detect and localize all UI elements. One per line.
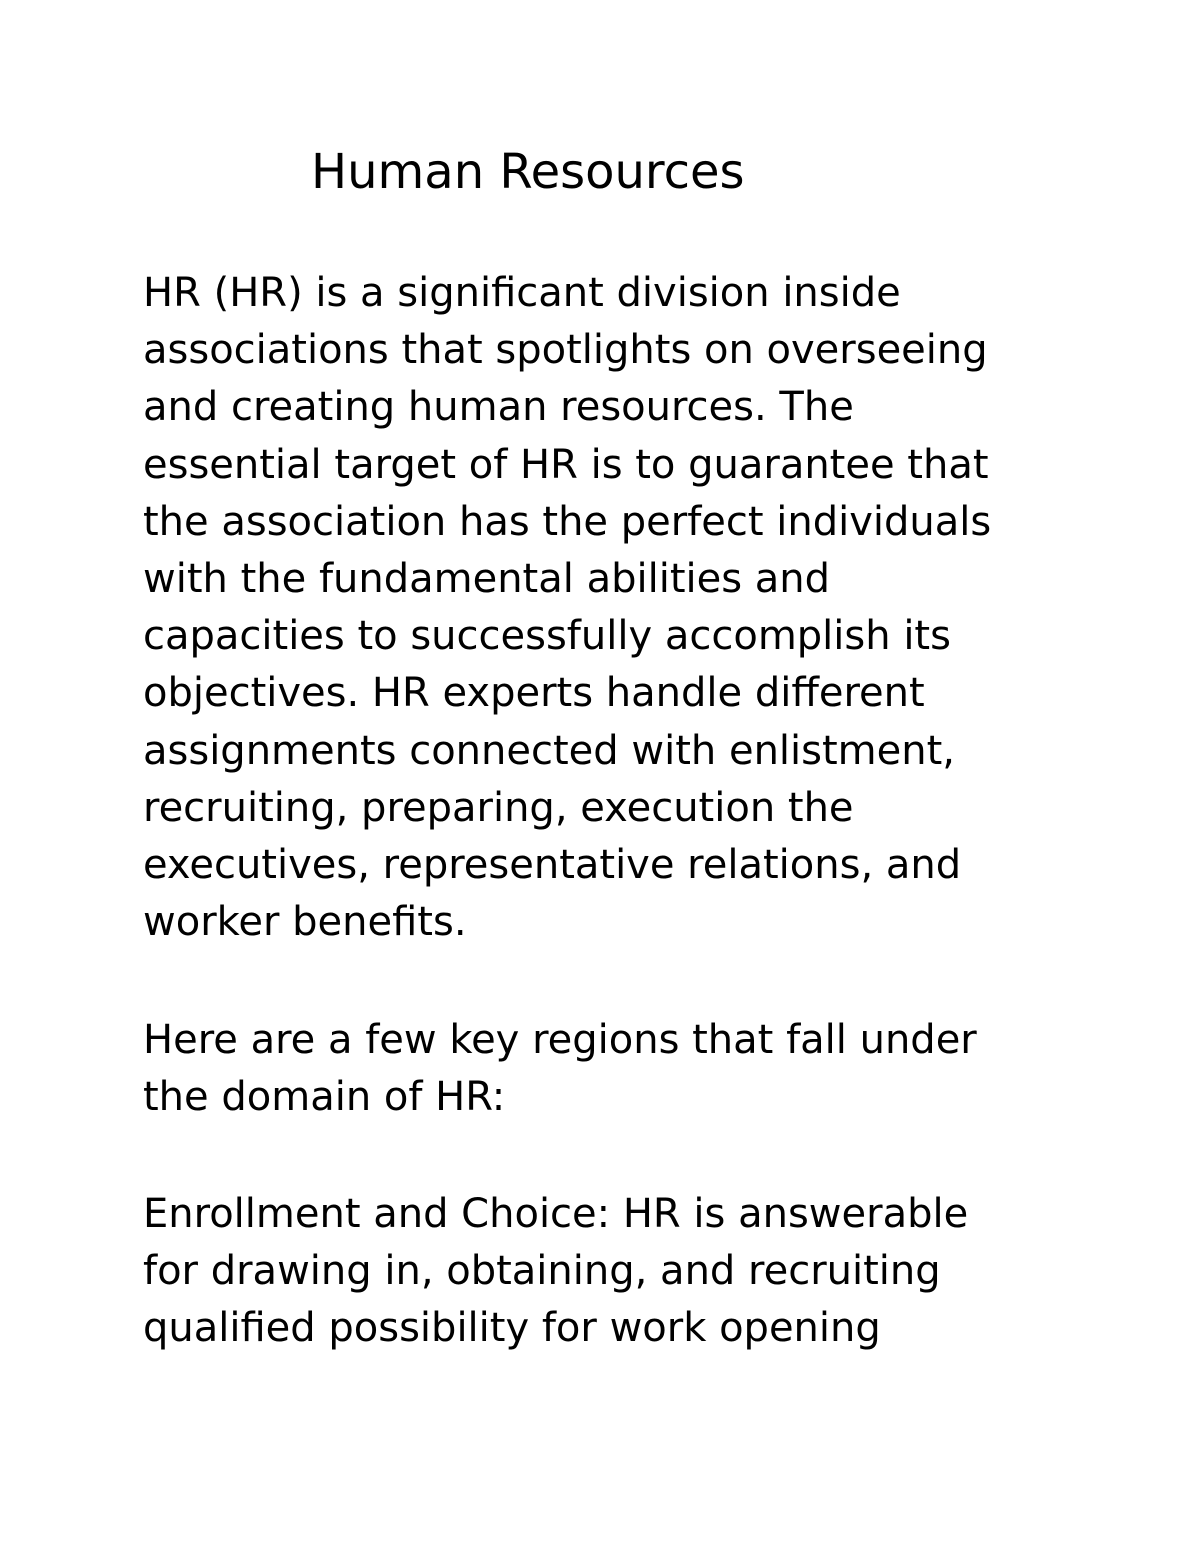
text-line: objectives. HR experts handle different xyxy=(143,670,925,717)
text-line: qualified possibility for work opening xyxy=(143,1305,881,1352)
text-line: the association has the perfect individuals xyxy=(143,498,992,545)
text-line: assignments connected with enlistment, xyxy=(143,727,955,774)
text-line: essential target of HR is to guarantee that xyxy=(143,441,989,488)
text-line: for drawing in, obtaining, and recruiting xyxy=(143,1248,941,1295)
text-line: with the fundamental abilities and xyxy=(143,556,831,603)
text-line: worker benefits. xyxy=(143,899,467,946)
document-title: Human Resources xyxy=(311,144,745,200)
text-line: Enrollment and Choice: HR is answerable xyxy=(143,1191,969,1237)
text-line: HR (HR) is a significant division inside xyxy=(143,270,901,316)
text-line: the domain of HR: xyxy=(143,1074,506,1121)
text-line: capacities to successfully accomplish its xyxy=(143,613,951,660)
text-line: associations that spotlights on overseeing xyxy=(143,327,988,374)
paragraph-intro xyxy=(143,265,1143,951)
text-line: and creating human resources. The xyxy=(143,384,854,431)
text-line: recruiting, preparing, execution the xyxy=(143,784,854,831)
text-line: executives, representative relations, and xyxy=(143,842,962,889)
text-line: Here are a few key regions that fall under xyxy=(143,1017,977,1063)
paragraph-key-regions xyxy=(143,1012,1143,1126)
paragraph-enrollment xyxy=(143,1186,1143,1358)
